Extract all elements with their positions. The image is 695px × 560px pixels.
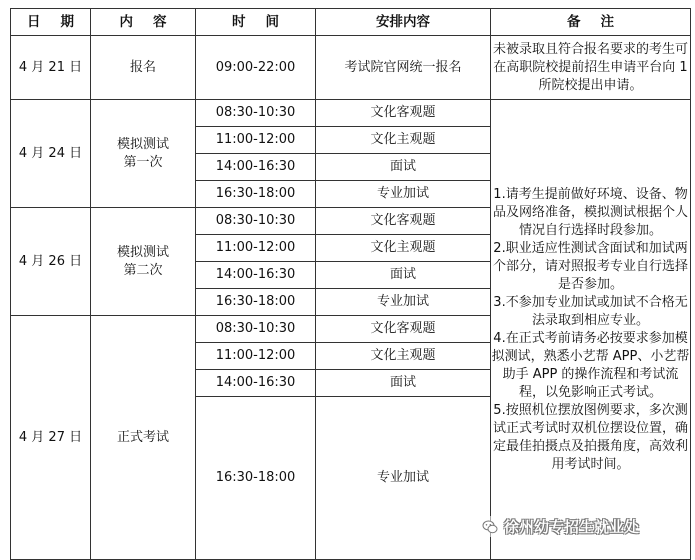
table-row bbox=[11, 100, 691, 127]
formal-item-1: 文化客观题 bbox=[316, 316, 491, 343]
formal-item-4: 专业加试 bbox=[316, 397, 491, 560]
mock1-content-line1: 模拟测试 bbox=[116, 136, 169, 152]
header-arrangement: 安排内容 bbox=[316, 9, 491, 36]
mock1-content-line2: 第一次 bbox=[123, 154, 163, 170]
mock1-item-3: 面试 bbox=[316, 154, 491, 181]
mock1-item-2: 文化主观题 bbox=[316, 127, 491, 154]
formal-item-3: 面试 bbox=[316, 370, 491, 397]
wechat-icon bbox=[482, 519, 498, 535]
header-row bbox=[11, 9, 691, 36]
mock2-content bbox=[91, 208, 196, 316]
signup-remark: 未被录取且符合报名要求的考生可在高职院校提前招生申请平台向 1 所院校提出申请。 bbox=[491, 36, 691, 100]
formal-date: 4 月 27 日 bbox=[11, 316, 91, 560]
mock1-item-1: 文化客观题 bbox=[316, 100, 491, 127]
mock1-time-3: 14:00-16:30 bbox=[196, 154, 316, 181]
mock1-content bbox=[91, 100, 196, 208]
mock2-date: 4 月 26 日 bbox=[11, 208, 91, 316]
mock1-time-4: 16:30-18:00 bbox=[196, 181, 316, 208]
watermark bbox=[478, 516, 643, 537]
header-time: 时间 bbox=[196, 9, 316, 36]
formal-time-4: 16:30-18:00 bbox=[196, 397, 316, 560]
note-2: 2.职业适应性测试含面试和加试两个部分，请对照报考专业自行选择是否参加。 bbox=[492, 240, 688, 292]
mock1-time-2: 11:00-12:00 bbox=[196, 127, 316, 154]
mock1-date: 4 月 24 日 bbox=[11, 100, 91, 208]
formal-time-2: 11:00-12:00 bbox=[196, 343, 316, 370]
signup-arrangement: 考试院官网统一报名 bbox=[316, 36, 491, 100]
mock2-item-1: 文化客观题 bbox=[316, 208, 491, 235]
formal-content: 正式考试 bbox=[91, 316, 196, 560]
signup-date: 4 月 21 日 bbox=[11, 36, 91, 100]
notes-cell bbox=[491, 100, 691, 560]
note-1: 1.请考生提前做好环境、设备、物品及网络准备，模拟测试根据个人情况自行选择时段参加。 bbox=[492, 186, 688, 238]
schedule-table bbox=[10, 8, 691, 560]
note-4: 4.在正式考前请务必按要求参加模拟测试，熟悉小艺帮 APP、小艺帮助手 APP 的操作流程和考试流程，以免影响正式考试。 bbox=[491, 330, 690, 400]
signup-content: 报名 bbox=[91, 36, 196, 100]
mock1-time-1: 08:30-10:30 bbox=[196, 100, 316, 127]
note-5: 5.按照机位摆放图例要求，多次测试正式考试时双机位摆设位置，确定最佳拍摄点及拍摄角度，高效利用考试时间。 bbox=[492, 402, 688, 472]
header-remarks: 备注 bbox=[491, 9, 691, 36]
mock2-content-line2: 第二次 bbox=[123, 262, 163, 278]
mock2-time-1: 08:30-10:30 bbox=[196, 208, 316, 235]
note-3: 3.不参加专业加试或加试不合格无法录取到相应专业。 bbox=[493, 294, 688, 328]
watermark-text: 徐州幼专招生就业处 bbox=[504, 518, 640, 536]
mock2-content-line1: 模拟测试 bbox=[116, 244, 169, 260]
mock2-item-3: 面试 bbox=[316, 262, 491, 289]
formal-time-1: 08:30-10:30 bbox=[196, 316, 316, 343]
header-date: 日期 bbox=[11, 9, 91, 36]
mock2-time-3: 14:00-16:30 bbox=[196, 262, 316, 289]
table-row-signup bbox=[11, 36, 691, 100]
formal-time-3: 14:00-16:30 bbox=[196, 370, 316, 397]
mock2-time-2: 11:00-12:00 bbox=[196, 235, 316, 262]
mock2-item-4: 专业加试 bbox=[316, 289, 491, 316]
mock2-time-4: 16:30-18:00 bbox=[196, 289, 316, 316]
header-content: 内容 bbox=[91, 9, 196, 36]
mock1-item-4: 专业加试 bbox=[316, 181, 491, 208]
mock2-item-2: 文化主观题 bbox=[316, 235, 491, 262]
formal-item-2: 文化主观题 bbox=[316, 343, 491, 370]
signup-time: 09:00-22:00 bbox=[196, 36, 316, 100]
